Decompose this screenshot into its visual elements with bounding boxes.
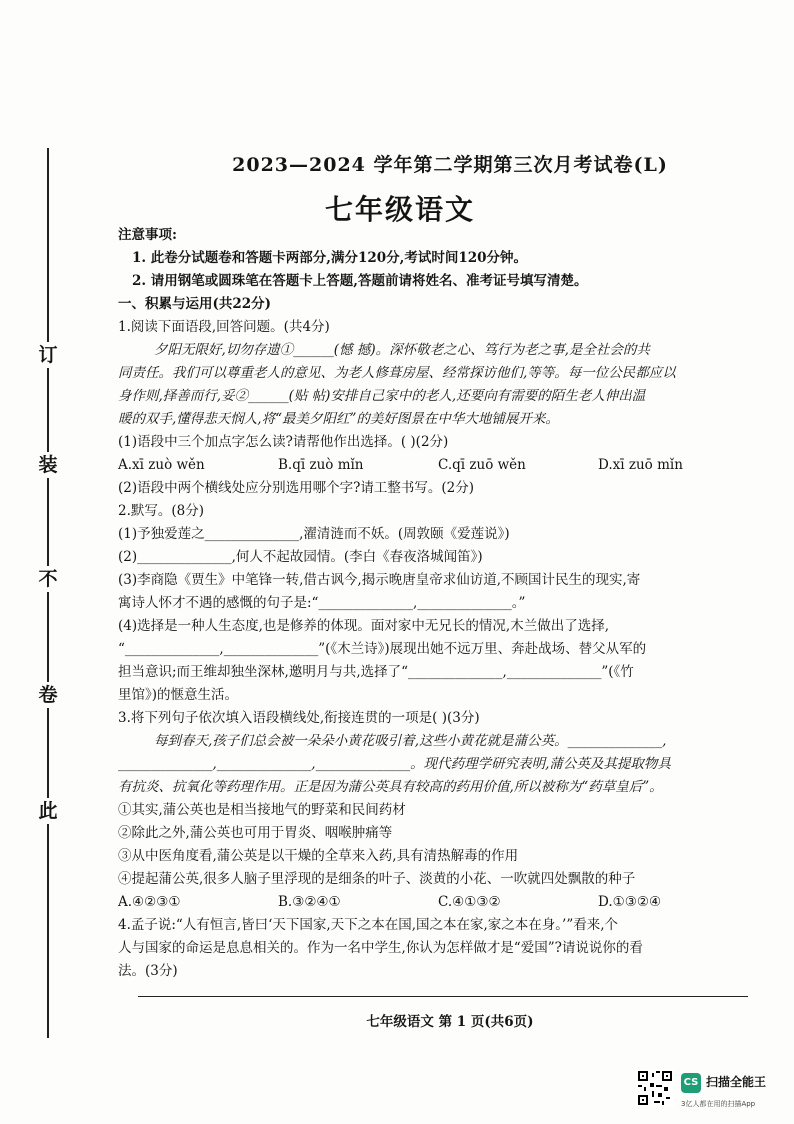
binding-char: 订 <box>36 342 60 368</box>
option: A.xī zuò wěn <box>118 457 205 473</box>
notice-item: 1. 此卷分试题卷和答题卡两部分,满分120分,考试时间120分钟。 <box>132 250 528 266</box>
passage-line: 同责任。我们可以尊重老人的意见、为老人修葺房屋、经常探访他们,等等。每一位公民都应以 <box>118 365 676 381</box>
dictation-line: (3)李商隐《贾生》中笔锋一转,借古讽今,揭示晚唐皇帝求仙访道,不顾国计民生的现实,寄 <box>118 572 641 588</box>
binding-line <box>47 148 49 1038</box>
option: C.qī zuō wěn <box>438 457 526 473</box>
sub-question: (2)语段中两个横线处应分别选用哪个字?请工整书写。(2分) <box>118 480 474 496</box>
option: C.④①③② <box>438 894 501 910</box>
sentence-item: ②除此之外,蒲公英也可用于胃炎、咽喉肿痛等 <box>118 825 393 841</box>
binding-char: 卷 <box>36 682 60 708</box>
section-heading: 一、积累与运用(共22分) <box>118 296 272 312</box>
option: D.①③②④ <box>598 894 662 910</box>
passage-line: 暖的双手,懂得悲天悯人,将“最美夕阳红”的美好图景在中华大地铺展开来。 <box>118 411 559 427</box>
exam-subtitle: 七年级语文 <box>324 193 475 226</box>
question-3-stem: 3.将下列句子依次填入语段横线处,衔接连贯的一项是( )(3分) <box>118 710 480 726</box>
passage-line: 有抗炎、抗氧化等药理作用。正是因为蒲公英具有较高的药用价值,所以被称为“药草皇后”。 <box>118 779 663 795</box>
options-row <box>118 891 778 914</box>
passage-line: ______________,______________,______________。现代药理学研究表明,蒲公英及其提取物具 <box>118 756 671 772</box>
passage-line: 身作则,择善而行,妥②______(贴 帖)安排自己家中的老人,还要向有需要的陌生老人伸出温 <box>118 388 646 404</box>
camscanner-name: 扫描全能王 <box>706 1075 767 1089</box>
question-4-line: 人与国家的命运是息息相关的。作为一名中学生,你认为怎样做才是“爱国”?请说说你的看 <box>118 940 643 956</box>
sentence-item: ③从中医角度看,蒲公英是以干燥的全草来入药,具有清热解毒的作用 <box>118 848 519 864</box>
option: D.xī zuō mǐn <box>598 457 683 473</box>
passage-line: 每到春天,孩子们总会被一朵朵小黄花吸引着,这些小黄花就是蒲公英。______________, <box>154 733 667 749</box>
footer-divider <box>138 996 748 997</box>
question-4-line: 法。(3分) <box>118 963 178 979</box>
sub-question: (1)语段中三个加点字怎么读?请帮他作出选择。( )(2分) <box>118 434 449 450</box>
option: B.③②④① <box>278 894 341 910</box>
option: A.④②③① <box>118 894 181 910</box>
binding-char: 装 <box>36 452 60 478</box>
camscanner-logo: CS <box>681 1073 701 1093</box>
exam-title: 2023—2024 学年第二学期第三次月考试卷(L) <box>232 154 668 176</box>
sentence-item: ①其实,蒲公英也是相当接地气的野菜和民间药材 <box>118 802 406 818</box>
exam-content <box>118 224 778 983</box>
question-2-stem: 2.默写。(8分) <box>118 503 205 519</box>
camscanner-tagline: 3亿人都在用的扫描App <box>681 1100 756 1108</box>
notice-heading: 注意事项: <box>118 227 177 243</box>
dictation-line: (2)______________,何人不起故园情。(李白《春夜洛城闻笛》) <box>118 549 483 565</box>
binding-char: 此 <box>36 798 60 824</box>
dictation-line: (4)选择是一种人生态度,也是修养的体现。面对家中无兄长的情况,木兰做出了选择, <box>118 618 609 634</box>
dictation-line: 担当意识;而王维却独坐深林,邀明月与共,选择了“______________,______________”(《竹 <box>118 664 634 680</box>
dictation-line: 寓诗人怀才不遇的感慨的句子是:“______________,______________。” <box>118 595 526 611</box>
dictation-line: “______________,______________”(《木兰诗》)展现出她不远万里、奔赴战场、替父从军的 <box>118 641 647 657</box>
dictation-line: (1)予独爱莲之______________,濯清涟而不妖。(周敦颐《爱莲说》) <box>118 526 510 542</box>
notice-item: 2. 请用钢笔或圆珠笔在答题卡上答题,答题前请将姓名、准考证号填写清楚。 <box>132 273 588 289</box>
sentence-item: ④提起蒲公英,很多人脑子里浮现的是细条的叶子、淡黄的小花、一吹就四处飘散的种子 <box>118 871 636 887</box>
page-footer: 七年级语文 第 1 页(共6页) <box>366 1014 534 1030</box>
binding-char: 不 <box>36 566 60 592</box>
question-4-line: 4.孟子说:“人有恒言,皆曰‘天下国家,天下之本在国,国之本在家,家之本在身。’”看来,个 <box>118 917 619 933</box>
question-1-stem: 1.阅读下面语段,回答问题。(共4分) <box>118 319 330 335</box>
qr-code-icon <box>636 1069 674 1107</box>
passage-line: 夕阳无限好,切勿存遗①______(憾 撼)。深怀敬老之心、笃行为老之事,是全社会的共 <box>154 342 650 358</box>
dictation-line: 里馆》)的惬意生活。 <box>118 687 239 703</box>
options-row <box>118 454 778 477</box>
option: B.qī zuò mǐn <box>278 457 364 473</box>
